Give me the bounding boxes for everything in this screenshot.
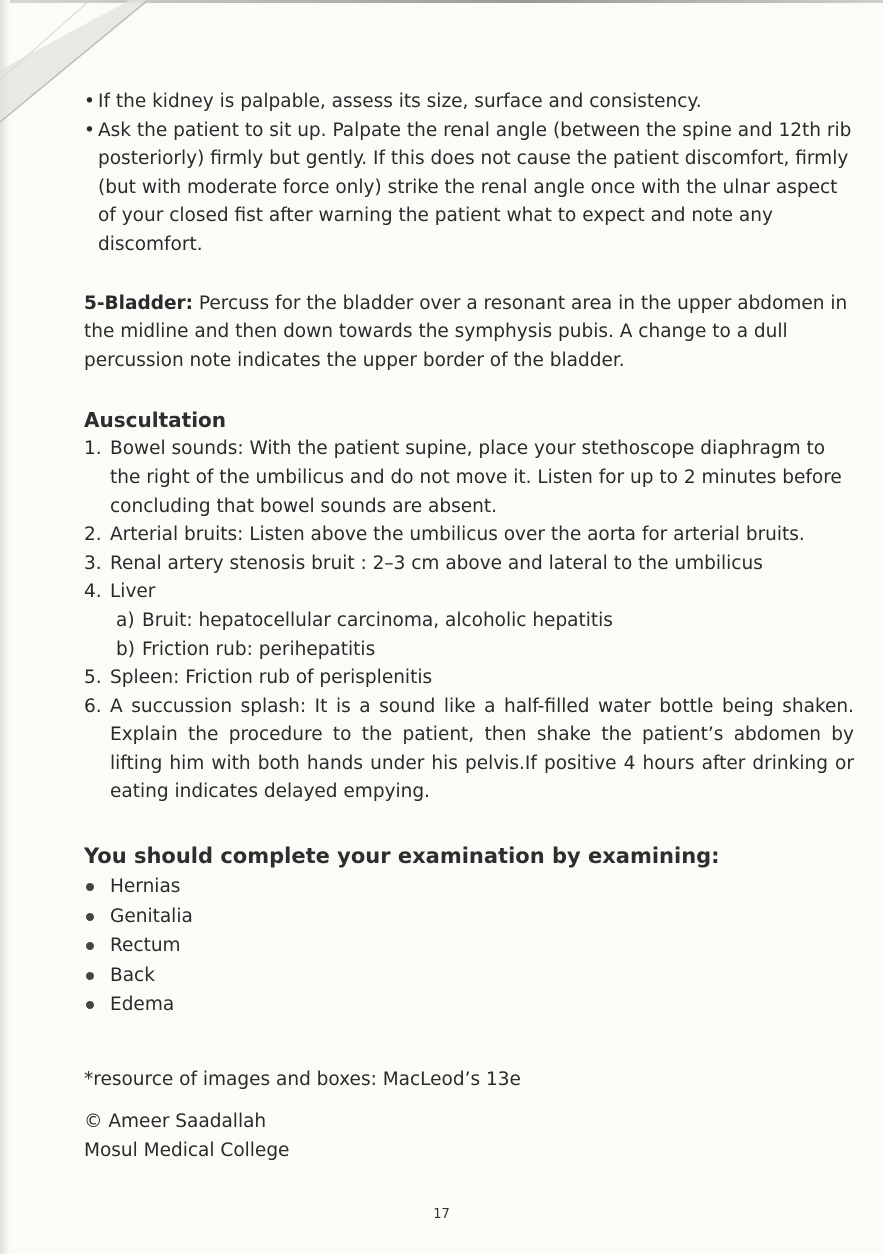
item-text: Rectum xyxy=(110,935,181,957)
author-credit: © Ameer Saadallah xyxy=(84,1111,267,1133)
list-item xyxy=(84,636,854,665)
list-item xyxy=(84,607,854,636)
list-item xyxy=(84,902,854,932)
list-item xyxy=(84,664,854,693)
list-item xyxy=(84,990,854,1020)
intro-bullet-list xyxy=(84,88,854,260)
list-item xyxy=(84,931,854,961)
bullet-marker: • xyxy=(84,119,95,141)
bullet-dot xyxy=(86,972,94,980)
item-number: 5. xyxy=(84,667,102,689)
item-number: 1. xyxy=(84,438,102,460)
credit-block xyxy=(84,1108,854,1165)
item-number: 2. xyxy=(84,524,102,546)
list-item xyxy=(84,693,854,807)
list-item xyxy=(84,521,854,550)
item-text: Genitalia xyxy=(110,905,193,927)
sub-item-text: Friction rub: perihepatitis xyxy=(142,638,376,660)
item-number: 3. xyxy=(84,552,102,574)
item-text: Arterial bruits: Listen above the umbilicus over the aorta for arterial bruits. xyxy=(110,524,805,546)
list-item xyxy=(84,578,854,607)
page-left-edge xyxy=(0,0,10,1254)
item-text: Hernias xyxy=(110,876,181,898)
item-text: Edema xyxy=(110,994,175,1016)
liver-sub-list xyxy=(84,607,854,664)
list-item xyxy=(84,550,854,579)
bladder-text: Percuss for the bladder over a resonant area in the upper abdomen in the midline and then down towards the symphysis pubis. A change to a dull percussion note indicates the upper border of the bladder. xyxy=(84,292,848,371)
item-text: Renal artery stenosis bruit : 2–3 cm above and lateral to the umbilicus xyxy=(110,552,763,574)
bullet-marker: • xyxy=(84,91,95,112)
resource-note: *resource of images and boxes: MacLeod’s 13e xyxy=(84,1068,521,1090)
bullet-dot xyxy=(86,942,94,950)
sub-item-text: Bruit: hepatocellular carcinoma, alcoholic hepatitis xyxy=(142,609,613,631)
auscultation-heading: Auscultation xyxy=(84,408,227,433)
item-number: 4. xyxy=(84,581,102,603)
bladder-paragraph xyxy=(84,290,854,376)
item-text: Back xyxy=(110,964,155,986)
auscultation-list-continued xyxy=(84,664,854,807)
list-item xyxy=(84,961,854,991)
item-text: Bowel sounds: With the patient supine, place your stethoscope diaphragm to the right of the umbilicus and do not move it. Listen for up to 2 minutes before concluding that bowel sounds are absent. xyxy=(110,438,842,517)
item-number: 6. xyxy=(84,695,102,717)
list-item xyxy=(84,117,854,260)
list-item xyxy=(84,88,854,117)
auscultation-list xyxy=(84,435,854,607)
bladder-heading: 5-Bladder: xyxy=(84,292,194,314)
bullet-dot xyxy=(86,883,94,891)
bullet-dot xyxy=(86,913,94,921)
item-text: A succussion splash: It is a sound like a half-filled water bottle being shaken. Explain the procedure to the patient, then shake the patient’s abdomen by lifting him with both hands under his pelvis.If positive 4 hours after drinking or eating indicates delayed empying. xyxy=(110,695,854,803)
sub-item-letter: b) xyxy=(116,638,135,660)
item-text: Spleen: Friction rub of perisplenitis xyxy=(110,667,433,689)
item-text: Liver xyxy=(110,581,156,603)
list-item xyxy=(84,435,854,521)
page-number: 17 xyxy=(433,1207,450,1222)
list-item xyxy=(84,872,854,902)
bullet-text: If the kidney is palpable, assess its size, surface and consistency. xyxy=(98,91,702,112)
completion-list xyxy=(84,872,854,1020)
institution-name: Mosul Medical College xyxy=(84,1139,290,1161)
sub-item-letter: a) xyxy=(116,609,135,631)
bullet-text: Ask the patient to sit up. Palpate the renal angle (between the spine and 12th rib posteriorly) firmly but gently. If this does not cause the patient discomfort, firmly (but with moderate force only) strike the renal angle once with the ulnar aspect of your closed fist after warning the patient what to expect and note any discomfort. xyxy=(98,119,852,255)
completion-heading: You should complete your examination by examining: xyxy=(84,844,720,869)
bullet-dot xyxy=(86,1001,94,1009)
document-body xyxy=(84,88,854,1165)
